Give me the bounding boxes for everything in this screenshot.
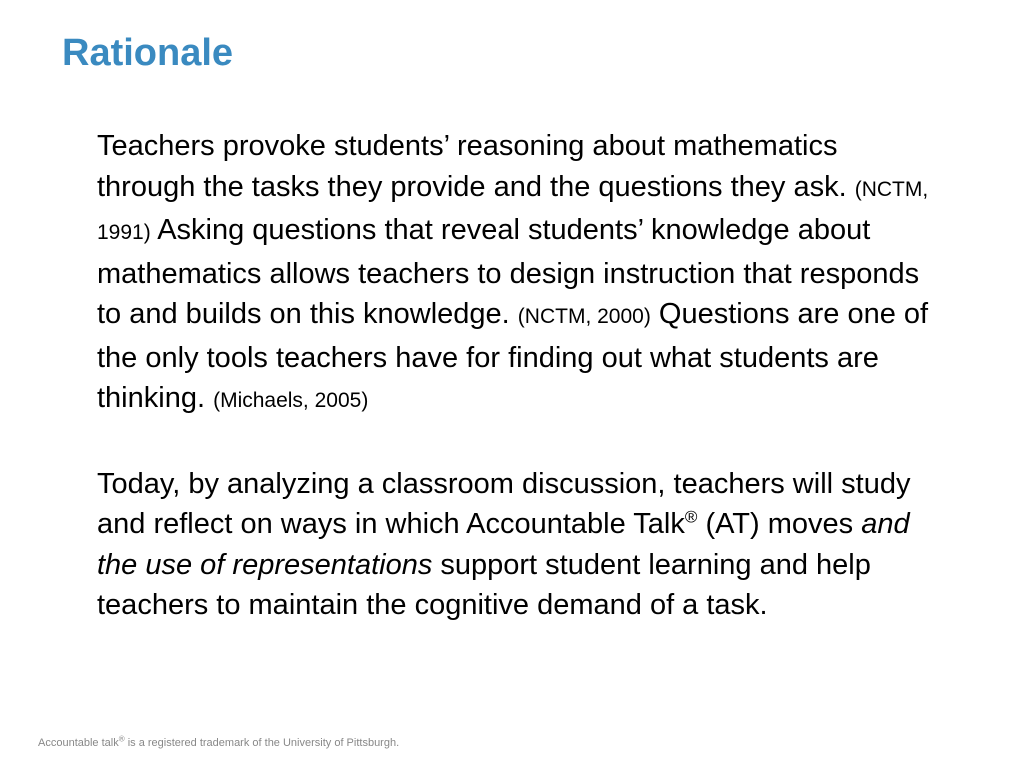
sentence-questions-tools: Questions are one of the only tools teachers have for finding out what students are thinking. [97,298,929,414]
citation-nctm-2000: (NCTM, 2000) [517,305,651,328]
slide-title: Rationale [62,32,234,74]
sentence-asking-questions: Asking questions that reveal students’ knowledge about mathematics allows teachers to design instruction that responds to and builds on this knowledge. [97,214,920,330]
citation-nctm-1991: (NCTM, 1991) [97,177,929,244]
rationale-paragraph [97,126,942,422]
goal-text-at-moves: (AT) moves [705,508,854,540]
goal-text-end: support student learning and help teachers to maintain the cognitive demand of a task. [97,548,871,621]
footer-trademark-note [38,734,400,749]
goal-text-start: Today, by analyzing a classroom discussion, teachers will study and reflect on ways in which Accountable Talk [97,467,911,540]
sentence-provoke-reasoning: Teachers provoke students’ reasoning about mathematics through the tasks they provide and the questions they ask. [97,130,847,203]
goal-text-emphasis: and the use of representations [97,508,910,581]
slide-body [97,126,942,626]
citation-michaels-2005: (Michaels, 2005) [213,389,369,412]
footer-registered-mark: ® [118,734,125,744]
footer-text-end: is a registered trademark of the University of Pittsburgh. [127,737,400,749]
registered-mark: ® [684,507,698,527]
goal-paragraph [97,464,942,626]
footer-text-start: Accountable talk [38,737,119,749]
